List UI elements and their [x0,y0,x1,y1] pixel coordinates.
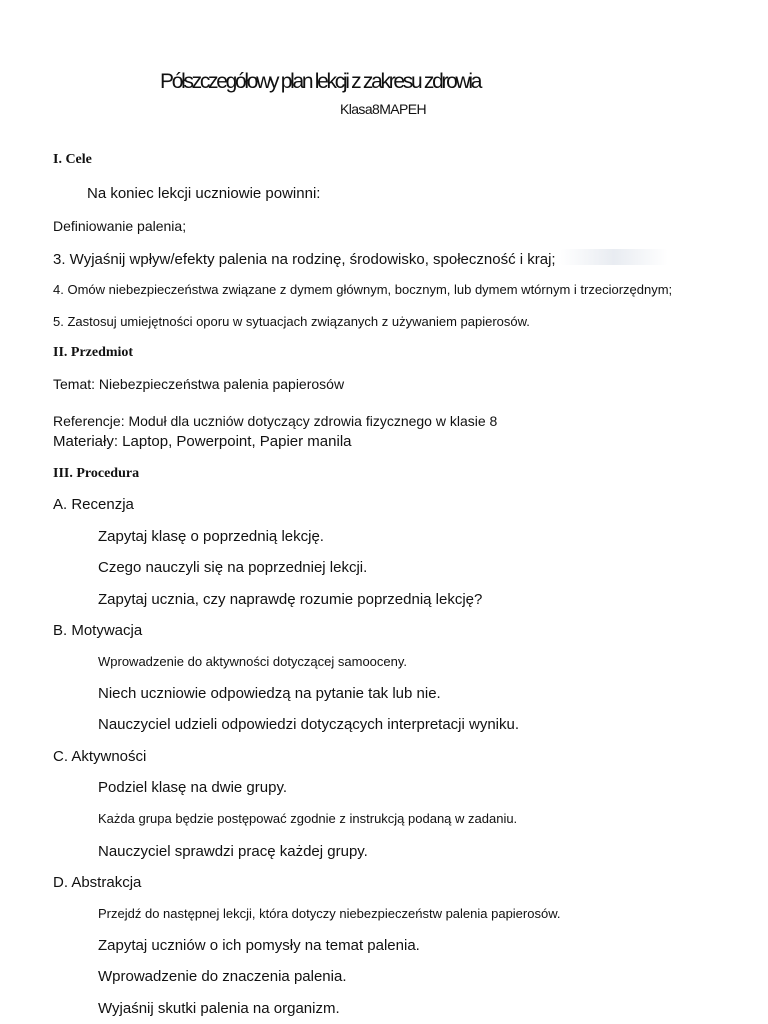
procedura-section-label: C. Aktywności [53,748,147,765]
procedura-item: Nauczyciel udzieli odpowiedzi dotyczących interpretacji wyniku. [98,716,520,733]
cele-intro: Na koniec lekcji uczniowie powinni: [87,185,321,202]
procedura-item: Czego nauczyli się na poprzedniej lekcji. [98,559,368,576]
procedura-item: Każda grupa będzie postępować zgodnie z instrukcją podaną w zadaniu. [98,811,518,826]
cele-item: 5. Zastosuj umiejętności oporu w sytuacjach związanych z używaniem papierosów. [53,314,530,329]
redacted-blur [560,249,668,265]
przedmiot-materialy: Materiały: Laptop, Powerpoint, Papier manila [53,433,352,450]
procedura-item: Niech uczniowie odpowiedzą na pytanie tak lub nie. [98,685,441,702]
procedura-item: Przejdź do następnej lekcji, która dotyczy niebezpieczeństw palenia papierosów. [98,906,561,921]
cele-item: 3. Wyjaśnij wpływ/efekty palenia na rodzinę, środowisko, społeczność i kraj; [53,251,556,268]
cele-item: Definiowanie palenia; [53,218,187,234]
procedura-item: Zapytaj ucznia, czy naprawdę rozumie poprzednią lekcję? [98,591,483,608]
document-title: Półszczegółowy plan lekcji z zakresu zdrowia [160,70,481,93]
przedmiot-referencje: Referencje: Moduł dla uczniów dotyczący zdrowia fizycznego w klasie 8 [53,413,498,429]
document-subtitle: Klasa8MAPEH [340,101,426,117]
section-heading-przedmiot: II. Przedmiot [53,345,134,360]
procedura-item: Podziel klasę na dwie grupy. [98,779,287,796]
cele-item: 4. Omów niebezpieczeństwa związane z dymem głównym, bocznym, lub dymem wtórnym i trzeciorzędnym; [53,282,673,297]
procedura-item: Zapytaj uczniów o ich pomysły na temat palenia. [98,937,420,954]
procedura-item: Wyjaśnij skutki palenia na organizm. [98,1000,340,1017]
procedura-item: Wprowadzenie do aktywności dotyczącej samooceny. [98,654,408,669]
procedura-item: Nauczyciel sprawdzi pracę każdej grupy. [98,843,368,860]
section-heading-cele: I. Cele [53,152,92,167]
procedura-section-label: A. Recenzja [53,496,134,513]
procedura-item: Zapytaj klasę o poprzednią lekcję. [98,528,324,545]
procedura-section-label: B. Motywacja [53,622,143,639]
przedmiot-temat: Temat: Niebezpieczeństwa palenia papierosów [53,376,345,392]
procedura-item: Wprowadzenie do znaczenia palenia. [98,968,347,985]
section-heading-procedura: III. Procedura [53,466,140,481]
procedura-section-label: D. Abstrakcja [53,874,142,891]
